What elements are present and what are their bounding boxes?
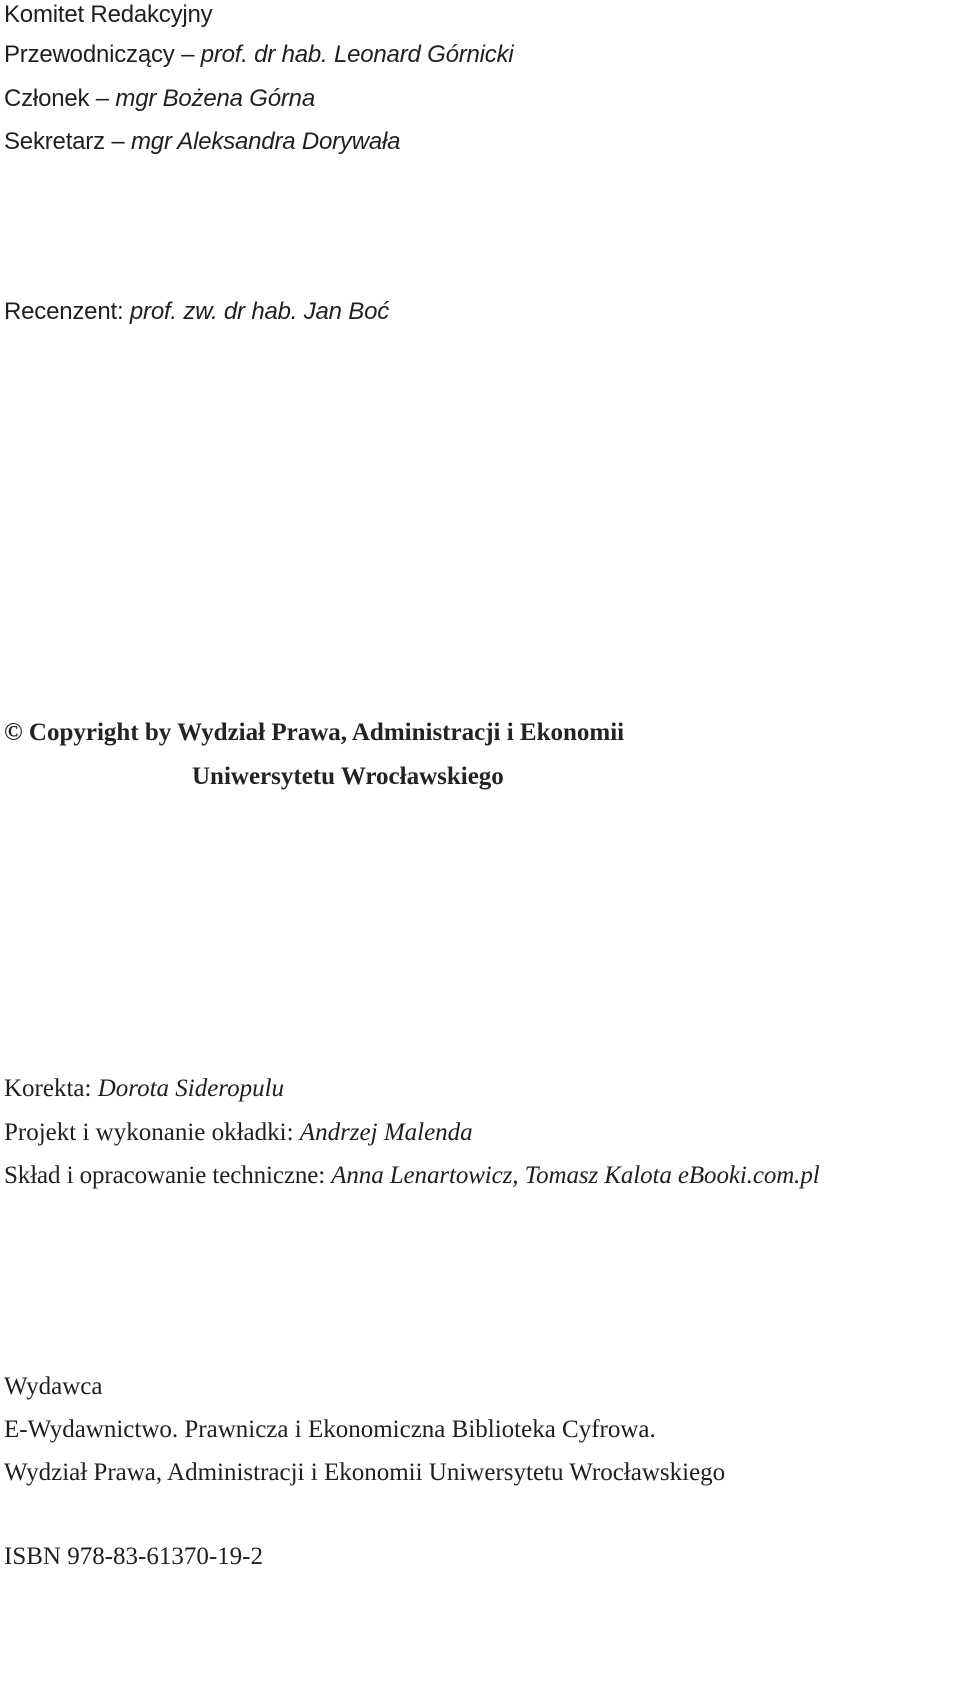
committee-secretary	[4, 127, 400, 157]
typesetting-site: eBooki.com.pl	[677, 1162, 820, 1189]
cover-design-label: Projekt i wykonanie okładki:	[4, 1119, 300, 1146]
proofreading-label: Korekta:	[4, 1075, 98, 1102]
reviewer-line	[4, 297, 389, 327]
secretary-name: mgr Aleksandra Dorywała	[131, 128, 401, 155]
isbn: ISBN 978-83-61370-19-2	[4, 1543, 264, 1570]
reviewer-label: Recenzent:	[4, 298, 130, 325]
publisher-line-1: E-Wydawnictwo. Prawnicza i Ekonomiczna Biblioteka Cyfrowa.	[4, 1416, 656, 1443]
chair-label: Przewodniczący –	[4, 41, 201, 68]
publisher-line-2: Wydział Prawa, Administracji i Ekonomii Uniwersytetu Wrocławskiego	[4, 1459, 726, 1486]
committee-member	[4, 84, 315, 114]
member-label: Członek –	[4, 85, 116, 112]
typesetting-line	[4, 1161, 820, 1191]
cover-design-line	[4, 1118, 473, 1148]
copyright-line-2: Uniwersytetu Wrocławskiego	[192, 763, 504, 790]
typesetting-names: Anna Lenartowicz, Tomasz Kalota	[331, 1162, 678, 1189]
chair-name: prof. dr hab. Leonard Górnicki	[200, 41, 514, 68]
committee-chair	[4, 40, 514, 70]
typesetting-label: Skład i opracowanie techniczne:	[4, 1162, 332, 1189]
reviewer-name: prof. zw. dr hab. Jan Boć	[129, 298, 390, 325]
copyright-line-1: © Copyright by Wydział Prawa, Administracji i Ekonomii	[4, 719, 625, 746]
committee-heading: Komitet Redakcyjny	[4, 1, 213, 28]
cover-design-name: Andrzej Malenda	[299, 1119, 473, 1146]
member-name: mgr Bożena Górna	[115, 85, 315, 112]
secretary-label: Sekretarz –	[4, 128, 131, 155]
proofreading-name: Dorota Sideropulu	[97, 1075, 285, 1102]
publisher-heading: Wydawca	[4, 1373, 103, 1400]
proofreading-line	[4, 1074, 284, 1104]
